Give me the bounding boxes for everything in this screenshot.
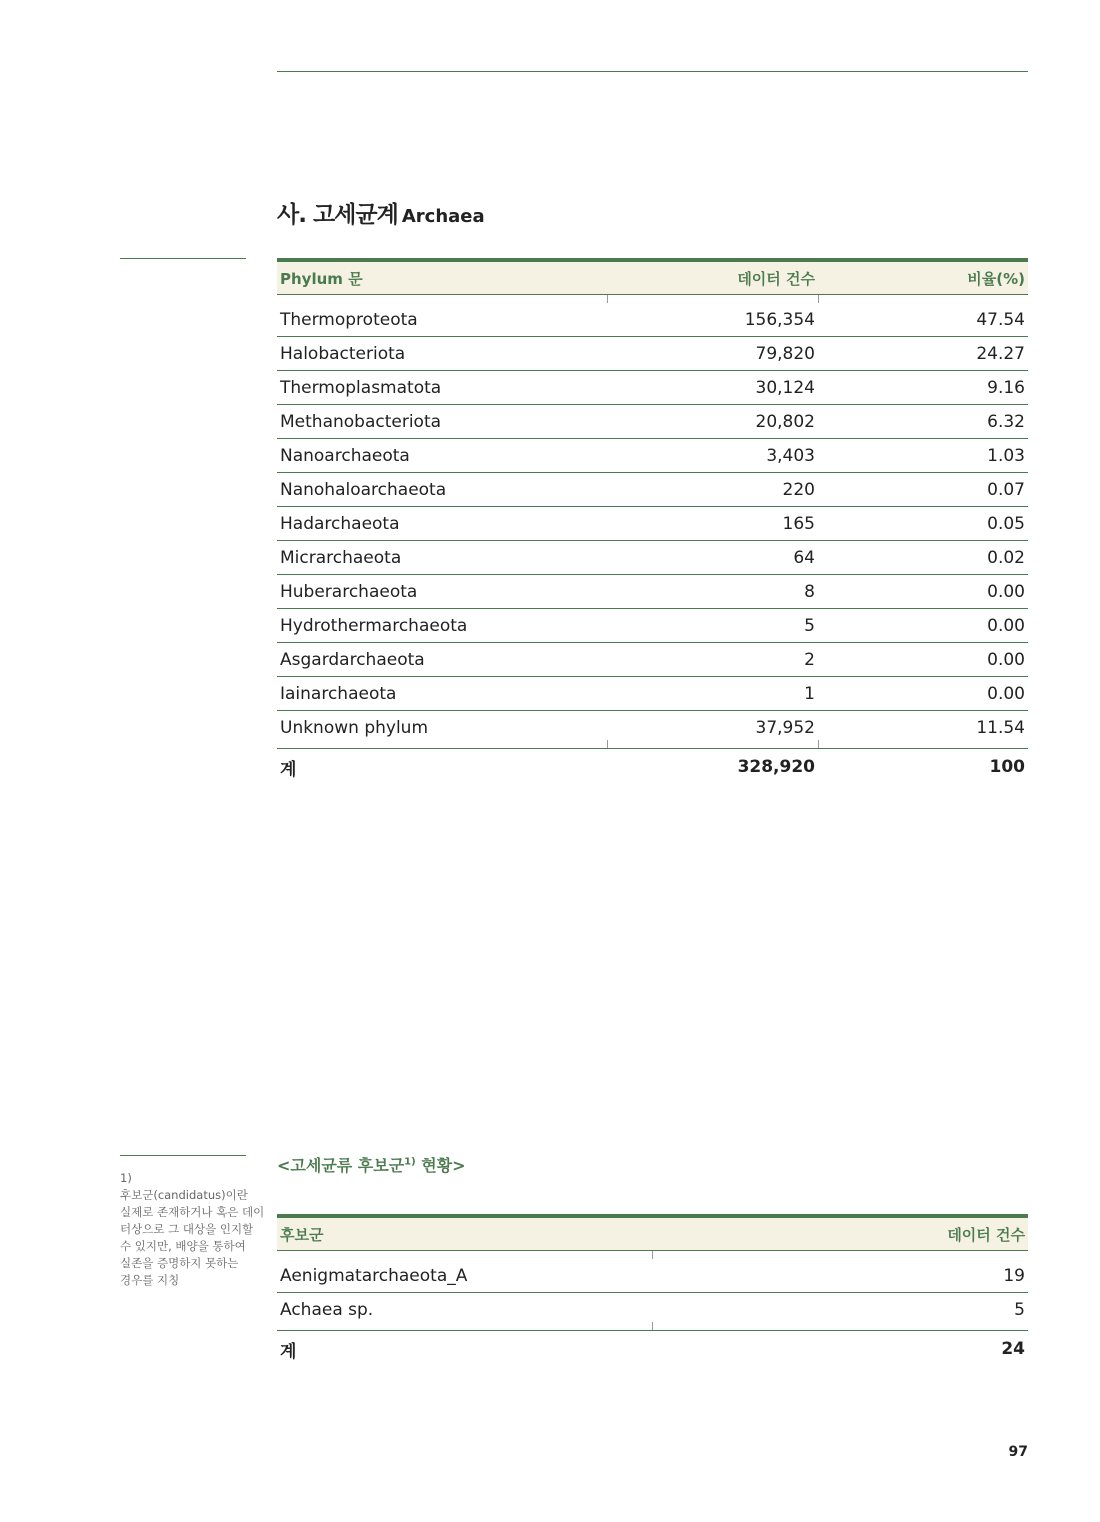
phylum-name: Nanoarchaeota [277, 439, 607, 473]
ratio: 1.03 [818, 439, 1028, 473]
data-count: 220 [607, 473, 818, 507]
table-row [277, 405, 1028, 439]
total-count: 24 [652, 1331, 1028, 1368]
table-row [277, 541, 1028, 575]
section-title [277, 196, 485, 229]
total-row [277, 749, 1028, 786]
footnote-line: 수 있지만, 배양을 통하여 [120, 1239, 246, 1253]
data-count: 20,802 [607, 405, 818, 439]
phylum-table-body [277, 295, 1028, 786]
header-candidate: 후보군 [277, 1216, 652, 1251]
candidate-title-suffix: 현황> [415, 1156, 466, 1175]
table-row [277, 711, 1028, 749]
data-count: 3,403 [607, 439, 818, 473]
column-divider-tick [818, 740, 819, 748]
header-data-count: 데이터 건수 [607, 260, 818, 295]
data-count: 30,124 [607, 371, 818, 405]
candidate-table-title [277, 1153, 466, 1176]
candidate-title-text: <고세균류 후보군 [277, 1156, 405, 1175]
table-row [277, 371, 1028, 405]
section-title-english: Archaea [401, 206, 485, 227]
ratio: 0.05 [818, 507, 1028, 541]
candidate-table-body [277, 1251, 1028, 1368]
total-count: 328,920 [607, 749, 818, 786]
total-label: 계 [277, 1331, 652, 1368]
table-row [277, 643, 1028, 677]
footnote-line: 실제로 존재하거나 혹은 데이 [120, 1205, 265, 1219]
footnote-line: 실존을 증명하지 못하는 [120, 1256, 239, 1270]
phylum-name: Iainarchaeota [277, 677, 607, 711]
phylum-name: Hydrothermarchaeota [277, 609, 607, 643]
ratio: 0.07 [818, 473, 1028, 507]
header-ratio: 비율(%) [818, 260, 1028, 295]
top-rule [277, 71, 1028, 72]
footnote-line: 후보군(candidatus)이란 [120, 1188, 248, 1202]
phylum-name: Micrarchaeota [277, 541, 607, 575]
column-divider-tick [607, 740, 608, 748]
phylum-name: Thermoplasmatota [277, 371, 607, 405]
ratio: 0.00 [818, 677, 1028, 711]
ratio: 0.00 [818, 643, 1028, 677]
candidate-name: Achaea sp. [277, 1293, 652, 1331]
footnote-ref: 1) [404, 1156, 416, 1168]
table-row [277, 575, 1028, 609]
table-header-row [277, 260, 1028, 295]
phylum-name: Hadarchaeota [277, 507, 607, 541]
phylum-table [277, 258, 1028, 785]
data-count: 37,952 [607, 711, 818, 749]
data-count: 5 [607, 609, 818, 643]
footnote-line: 경우를 지칭 [120, 1273, 180, 1287]
table-row [277, 609, 1028, 643]
table-row [277, 439, 1028, 473]
candidate-name: Aenigmatarchaeota_A [277, 1251, 652, 1293]
table-row [277, 295, 1028, 337]
table-row [277, 677, 1028, 711]
total-label: 계 [277, 749, 607, 786]
phylum-name: Halobacteriota [277, 337, 607, 371]
data-count: 19 [652, 1251, 1028, 1293]
section-title-korean: 사. 고세균계 [277, 202, 398, 228]
data-count: 165 [607, 507, 818, 541]
data-count: 5 [652, 1293, 1028, 1331]
phylum-name: Thermoproteota [277, 295, 607, 337]
data-count: 79,820 [607, 337, 818, 371]
ratio: 0.00 [818, 609, 1028, 643]
header-data-count: 데이터 건수 [652, 1216, 1028, 1251]
ratio: 9.16 [818, 371, 1028, 405]
footnote [120, 1170, 265, 1289]
side-rule-footnote [120, 1155, 246, 1156]
table-row [277, 1251, 1028, 1293]
ratio: 47.54 [818, 295, 1028, 337]
page-number: 97 [1008, 1444, 1028, 1460]
data-count: 64 [607, 541, 818, 575]
candidate-table [277, 1214, 1028, 1367]
phylum-name: Unknown phylum [277, 711, 607, 749]
footnote-line: 터상으로 그 대상을 인지할 [120, 1222, 254, 1236]
total-ratio: 100 [818, 749, 1028, 786]
phylum-name: Methanobacteriota [277, 405, 607, 439]
table-header-row [277, 1216, 1028, 1251]
header-phylum: Phylum 문 [277, 260, 607, 295]
data-count: 156,354 [607, 295, 818, 337]
ratio: 0.00 [818, 575, 1028, 609]
table-row [277, 473, 1028, 507]
ratio: 11.54 [818, 711, 1028, 749]
ratio: 6.32 [818, 405, 1028, 439]
ratio: 0.02 [818, 541, 1028, 575]
ratio: 24.27 [818, 337, 1028, 371]
table-row [277, 337, 1028, 371]
column-divider-tick [652, 1322, 653, 1330]
side-rule-top [120, 258, 246, 259]
data-count: 8 [607, 575, 818, 609]
data-count: 2 [607, 643, 818, 677]
data-count: 1 [607, 677, 818, 711]
total-row [277, 1331, 1028, 1368]
phylum-name: Nanohaloarchaeota [277, 473, 607, 507]
phylum-name: Huberarchaeota [277, 575, 607, 609]
phylum-name: Asgardarchaeota [277, 643, 607, 677]
footnote-number: 1) [120, 1171, 132, 1185]
table-row [277, 507, 1028, 541]
